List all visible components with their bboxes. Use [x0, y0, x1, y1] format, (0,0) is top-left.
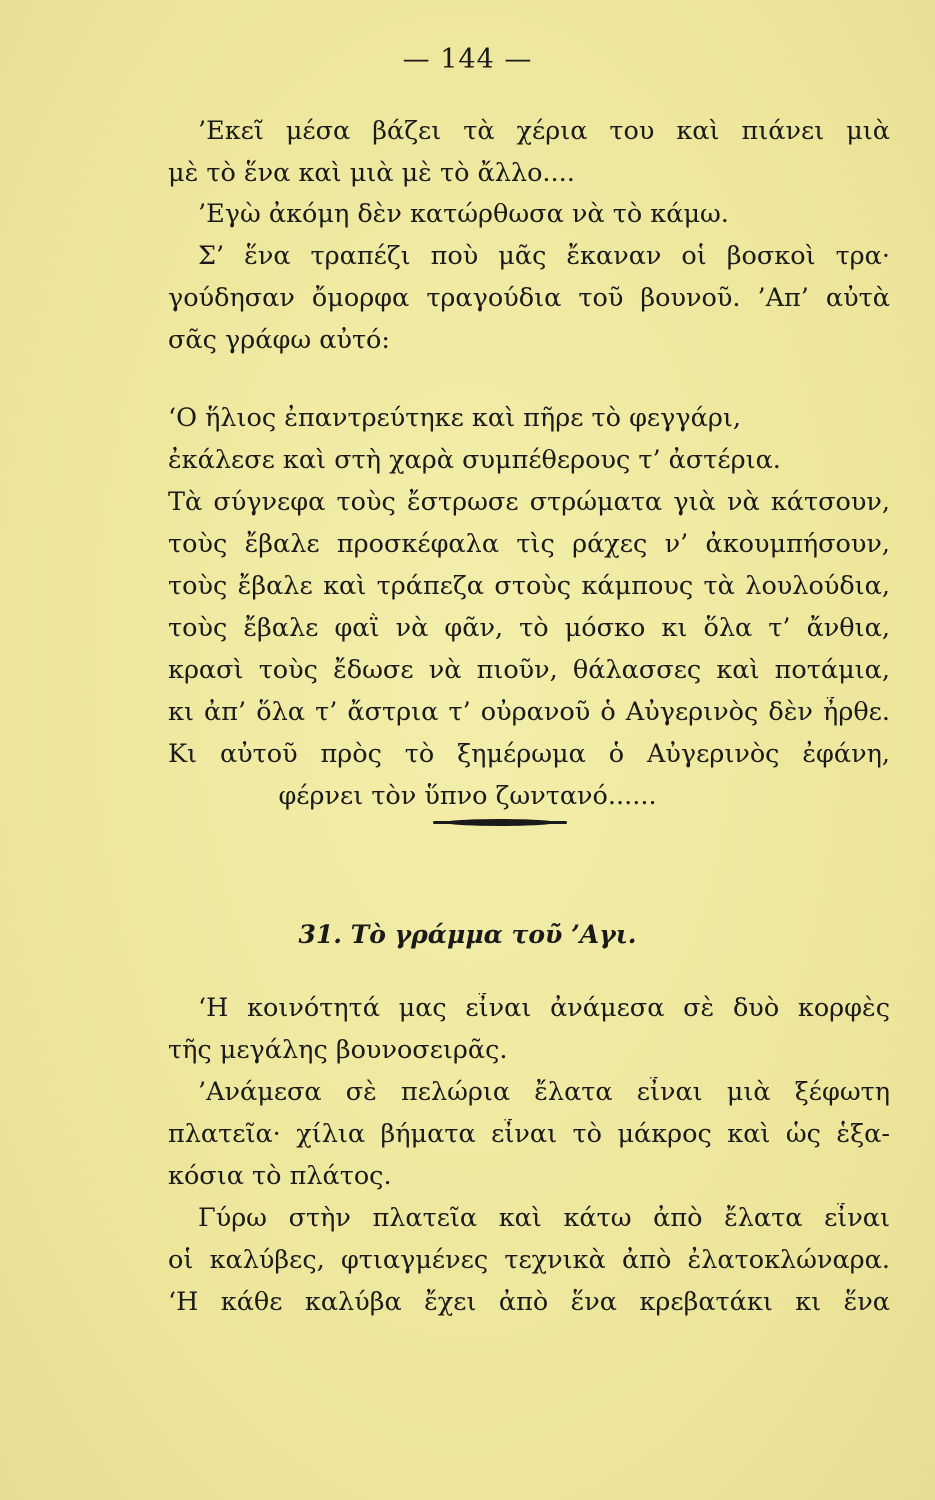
section-title: 31. Τὸ γράμμα τοῦ ’Αγι. — [298, 920, 637, 949]
text-line: Σ’ ἕνα τραπέζι ποὺ μᾶς ἔκαναν οἱ βοσκοὶ τρα· — [198, 241, 890, 271]
divider-bulge — [445, 819, 555, 826]
text-line: οἱ καλύβες, φτιαγμένες τεχνικὰ ἀπὸ ἐλατοκλώναρα. — [168, 1245, 890, 1275]
text-line: γούδησαν ὄμορφα τραγούδια τοῦ βουνοῦ. ’Απ’ αὐτὰ — [168, 283, 890, 313]
text-line: Γύρω στὴν πλατεῖα καὶ κάτω ἀπὸ ἔλατα εἶναι — [198, 1203, 890, 1233]
section-divider — [433, 819, 567, 825]
text-line: ‘Η κοινότητά μας εἶναι ἀνάμεσα σὲ δυὸ κορφὲς — [198, 993, 890, 1023]
text-line: ’Εγὼ ἀκόμη δὲν κατώρθωσα νὰ τὸ κάμω. — [198, 199, 729, 229]
text-line: τῆς μεγάλης βουνοσειρᾶς. — [168, 1035, 508, 1065]
poem-last-line: φέρνει τὸν ὕπνο ζωντανό...... — [278, 781, 657, 811]
poem-line: κρασὶ τοὺς ἔδωσε νὰ πιοῦν, θάλασσες καὶ ποτάμια, — [168, 655, 890, 685]
poem-line: ἐκάλεσε καὶ στὴ χαρὰ συμπέθερους τ’ ἀστέρια. — [168, 445, 781, 475]
text-line: ’Ανάμεσα σὲ πελώρια ἔλατα εἶναι μιὰ ξέφωτη — [198, 1077, 890, 1107]
text-line: μὲ τὸ ἕνα καὶ μιὰ μὲ τὸ ἄλλο.... — [168, 158, 575, 188]
poem-line: Τὰ σύγνεφα τοὺς ἔστρωσε στρώματα γιὰ νὰ κάτσουν, — [168, 487, 890, 517]
text-line: ’Εκεῖ μέσα βάζει τὰ χέρια του καὶ πιάνει μιὰ — [198, 116, 890, 146]
poem-line: τοὺς ἔβαλε καὶ τράπεζα στοὺς κάμπους τὰ λουλούδια, — [168, 571, 890, 601]
text-line: πλατεῖα· χίλια βήματα εἶναι τὸ μάκρος καὶ ὡς ἑξα- — [168, 1119, 890, 1149]
page-number: — 144 — — [402, 44, 533, 75]
text-line: κόσια τὸ πλάτος. — [168, 1161, 392, 1191]
poem-line: κι ἀπ’ ὅλα τ’ ἄστρια τ’ οὐρανοῦ ὁ Αὐγερινὸς δὲν ἦρθε. — [168, 697, 890, 727]
text-line: ‘Η κάθε καλύβα ἔχει ἀπὸ ἕνα κρεβατάκι κι ἕνα — [168, 1287, 890, 1317]
poem-line: Κι αὐτοῦ πρὸς τὸ ξημέρωμα ὁ Αὐγερινὸς ἐφάνη, — [168, 739, 890, 769]
poem-line: τοὺς ἔβαλε φαῒ νὰ φᾶν, τὸ μόσκο κι ὅλα τ’ ἄνθια, — [168, 613, 890, 643]
poem-line: τοὺς ἔβαλε προσκέφαλα τὶς ράχες ν’ ἀκουμπήσουν, — [168, 529, 890, 559]
text-line: σᾶς γράφω αὐτό: — [168, 325, 390, 355]
poem-line: ‘Ο ἥλιος ἐπαντρεύτηκε καὶ πῆρε τὸ φεγγάρι, — [168, 403, 741, 433]
